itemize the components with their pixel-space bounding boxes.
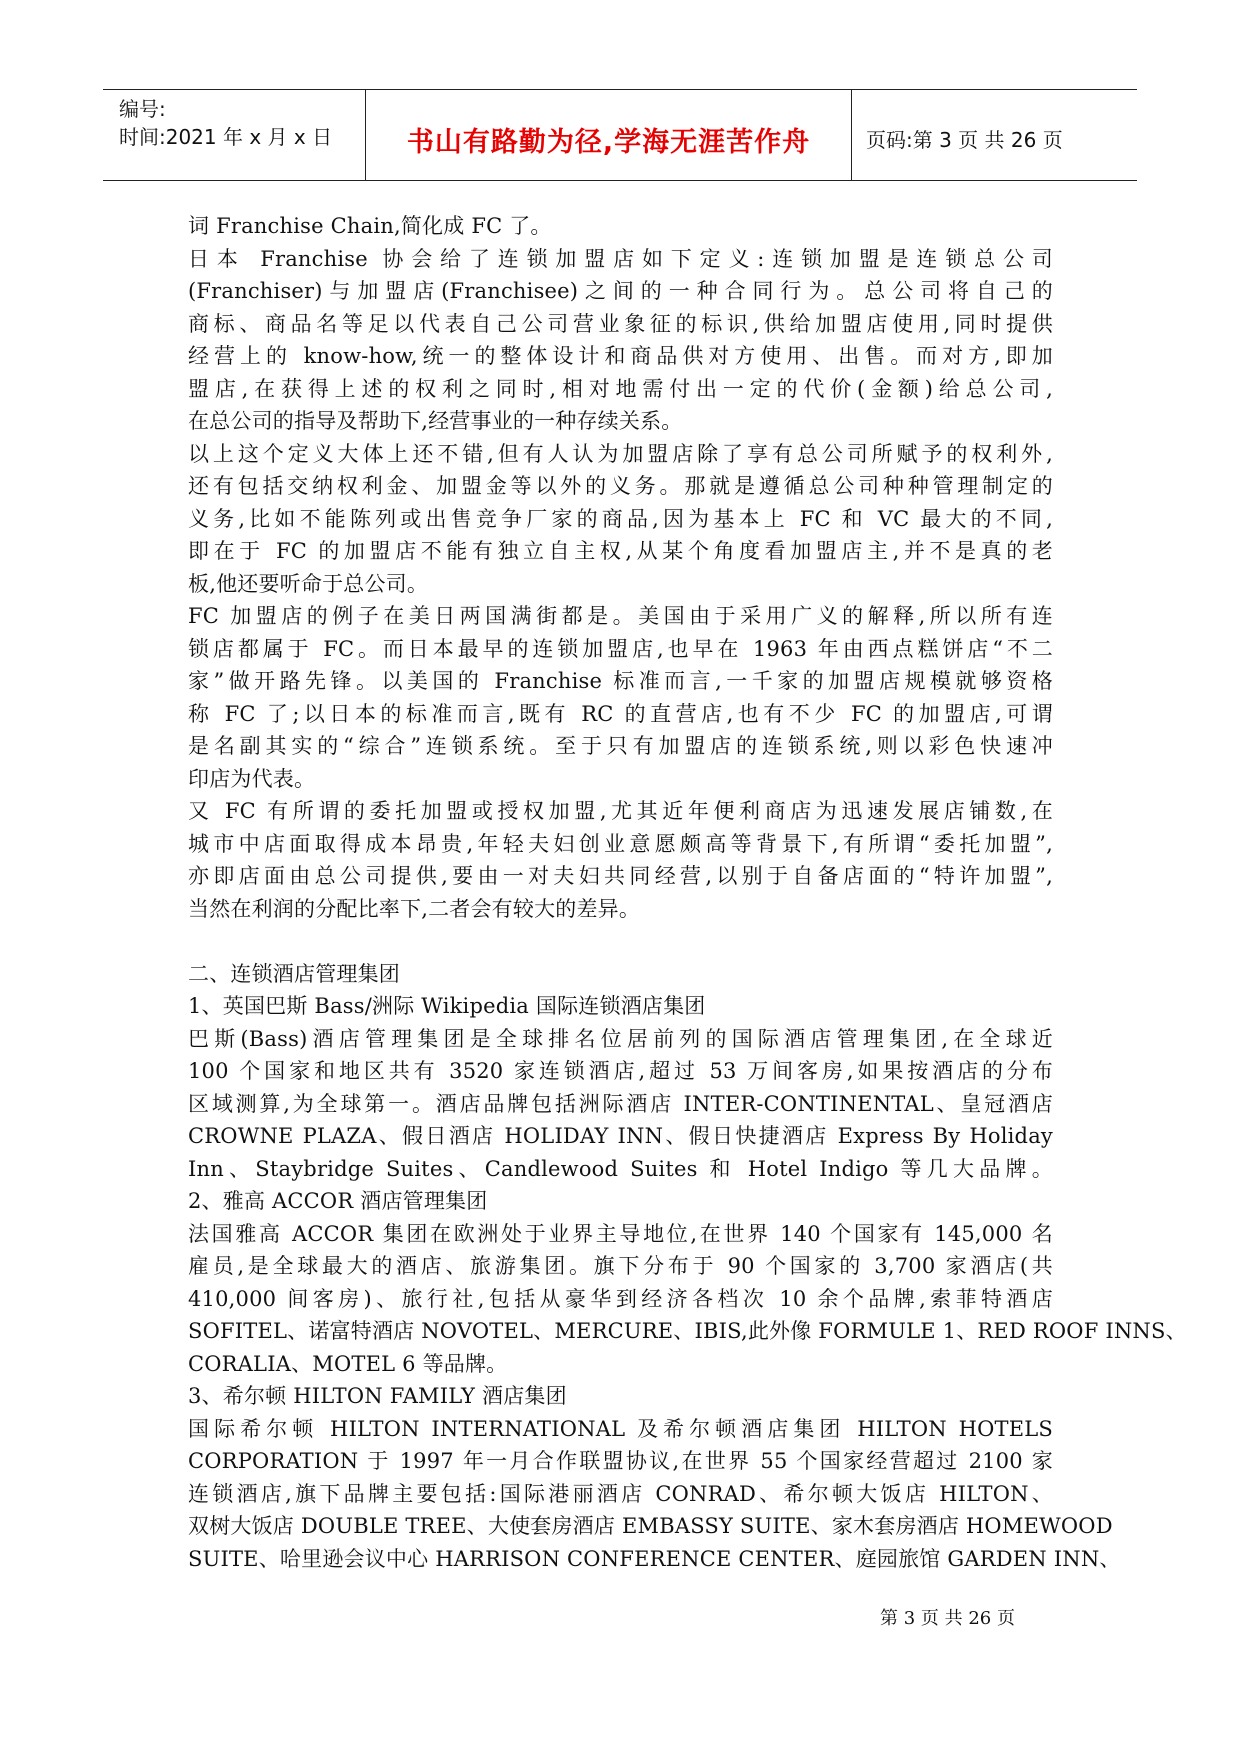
document-header	[103, 89, 1137, 181]
document-body	[188, 210, 1187, 1575]
body-text-line: 亦即店面由总公司提供,要由一对夫妇共同经营,以别于自备店面的“特许加盟”,	[188, 864, 1053, 888]
body-text-line: 城市中店面取得成本昂贵,年轻夫妇创业意愿颇高等背景下,有所谓“委托加盟”,	[188, 831, 1053, 856]
document-number-label: 编号:	[119, 97, 166, 121]
body-text-line: (Franchiser)与加盟店(Franchisee)之间的一种合同行为。总公司将自己的	[188, 279, 1053, 303]
header-motto-cell	[366, 90, 852, 180]
body-text-line: 2、雅高 ACCOR 酒店管理集团	[188, 1189, 488, 1213]
body-text-line: 法国雅高 ACCOR 集团在欧洲处于业界主导地位,在世界 140 个国家有 145,000 名	[188, 1221, 1053, 1246]
body-text-line: 称 FC 了;以日本的标准而言,既有 RC 的直营店,也有不少 FC 的加盟店,可谓	[188, 701, 1053, 726]
body-text-line: CORALIA、MOTEL 6 等品牌。	[188, 1351, 508, 1376]
body-text-line: 区域测算,为全球第一。酒店品牌包括洲际酒店 INTER-CONTINENTAL、皇冠酒店	[188, 1091, 1053, 1116]
body-text-line: 经营上的 know-how,统一的整体设计和商品供对方使用、出售。而对方,即加	[188, 344, 1053, 368]
body-text-line: 巴斯(Bass)酒店管理集团是全球排名位居前列的国际酒店管理集团,在全球近	[188, 1026, 1053, 1051]
body-text-line: 家”做开路先锋。以美国的 Franchise 标准而言,一千家的加盟店规模就够资格	[188, 669, 1053, 693]
body-text-line: 商标、商品名等足以代表自己公司营业象征的标识,供给加盟店使用,同时提供	[188, 311, 1053, 336]
body-text-line: 词 Franchise Chain,简化成 FC 了。	[188, 214, 552, 238]
document-time-label: 时间:2021 年 x 月 x 日	[119, 125, 333, 149]
header-motto: 书山有路勤为径,学海无涯苦作舟	[406, 127, 811, 158]
body-text-line: CROWNE PLAZA、假日酒店 HOLIDAY INN、假日快捷酒店 Express By Holiday	[188, 1124, 1053, 1148]
body-text-line: 1、英国巴斯 Bass/洲际 Wikipedia 国际连锁酒店集团	[188, 994, 706, 1018]
body-text-line: 3、希尔顿 HILTON FAMILY 酒店集团	[188, 1384, 567, 1408]
body-text-line: 板,他还要听命于总公司。	[188, 571, 429, 596]
body-text-line: 雇员,是全球最大的酒店、旅游集团。旗下分布于 90 个国家的 3,700 家酒店(共	[188, 1254, 1053, 1278]
body-text-line: 以上这个定义大体上还不错,但有人认为加盟店除了享有总公司所赋予的权利外,	[188, 441, 1053, 466]
body-text-line: 义务,比如不能陈列或出售竞争厂家的商品,因为基本上 FC 和 VC 最大的不同,	[188, 506, 1053, 531]
body-text-line: 二、连锁酒店管理集团	[188, 961, 400, 986]
paragraph-gap	[188, 925, 1053, 958]
body-text-line: 410,000 间客房)、旅行社,包括从豪华到经济各档次 10 余个品牌,索菲特酒店	[188, 1286, 1053, 1311]
body-text-line: CORPORATION 于 1997 年一月合作联盟协议,在世界 55 个国家经营超过 2100 家	[188, 1449, 1053, 1473]
body-text-line: 日本 Franchise 协会给了连锁加盟店如下定义:连锁加盟是连锁总公司	[188, 246, 1053, 271]
body-text-line: 国际希尔顿 HILTON INTERNATIONAL 及希尔顿酒店集团 HILTON HOTELS	[188, 1416, 1053, 1441]
header-page-number: 页码:第 3 页 共 26 页	[866, 128, 1063, 152]
body-text-line: Inn、Staybridge Suites、Candlewood Suites 和 Hotel Indigo 等几大品牌。	[188, 1156, 1053, 1181]
body-text-line: 当然在利润的分配比率下,二者会有较大的差异。	[188, 896, 641, 921]
body-text-line: SUITE、哈里逊会议中心 HARRISON CONFERENCE CENTER、庭园旅馆 GARDEN INN、	[188, 1546, 1121, 1571]
body-text-line: 还有包括交纳权利金、加盟金等以外的义务。那就是遵循总公司种种管理制定的	[188, 474, 1053, 498]
header-page-cell	[852, 90, 1137, 180]
footer-page-number: 第 3 页 共 26 页	[880, 1608, 1015, 1629]
body-text-line: 双树大饭店 DOUBLE TREE、大使套房酒店 EMBASSY SUITE、家木套房酒店 HOMEWOOD	[188, 1514, 1113, 1538]
body-text-line: FC 加盟店的例子在美日两国满街都是。美国由于采用广义的解释,所以所有连	[188, 604, 1053, 628]
body-text-line: 连锁酒店,旗下品牌主要包括:国际港丽酒店 CONRAD、希尔顿大饭店 HILTON、	[188, 1481, 1053, 1506]
body-text-line: 印店为代表。	[188, 766, 316, 791]
body-text-line: 是名副其实的“综合”连锁系统。至于只有加盟店的连锁系统,则以彩色快速冲	[188, 734, 1053, 758]
body-text-line: SOFITEL、诺富特酒店 NOVOTEL、MERCURE、IBIS,此外像 FORMULE 1、RED ROOF INNS、	[188, 1319, 1187, 1343]
header-meta-cell	[103, 90, 366, 180]
body-text-line: 即在于 FC 的加盟店不能有独立自主权,从某个角度看加盟店主,并不是真的老	[188, 539, 1053, 563]
body-text-line: 在总公司的指导及帮助下,经营事业的一种存续关系。	[188, 409, 683, 433]
body-text-line: 又 FC 有所谓的委托加盟或授权加盟,尤其近年便利商店为迅速发展店铺数,在	[188, 799, 1053, 823]
body-text-line: 锁店都属于 FC。而日本最早的连锁加盟店,也早在 1963 年由西点糕饼店“不二	[188, 636, 1053, 661]
body-text-line: 盟店,在获得上述的权利之同时,相对地需付出一定的代价(金额)给总公司,	[188, 376, 1053, 401]
body-text-line: 100 个国家和地区共有 3520 家连锁酒店,超过 53 万间客房,如果按酒店的分布	[188, 1059, 1053, 1083]
